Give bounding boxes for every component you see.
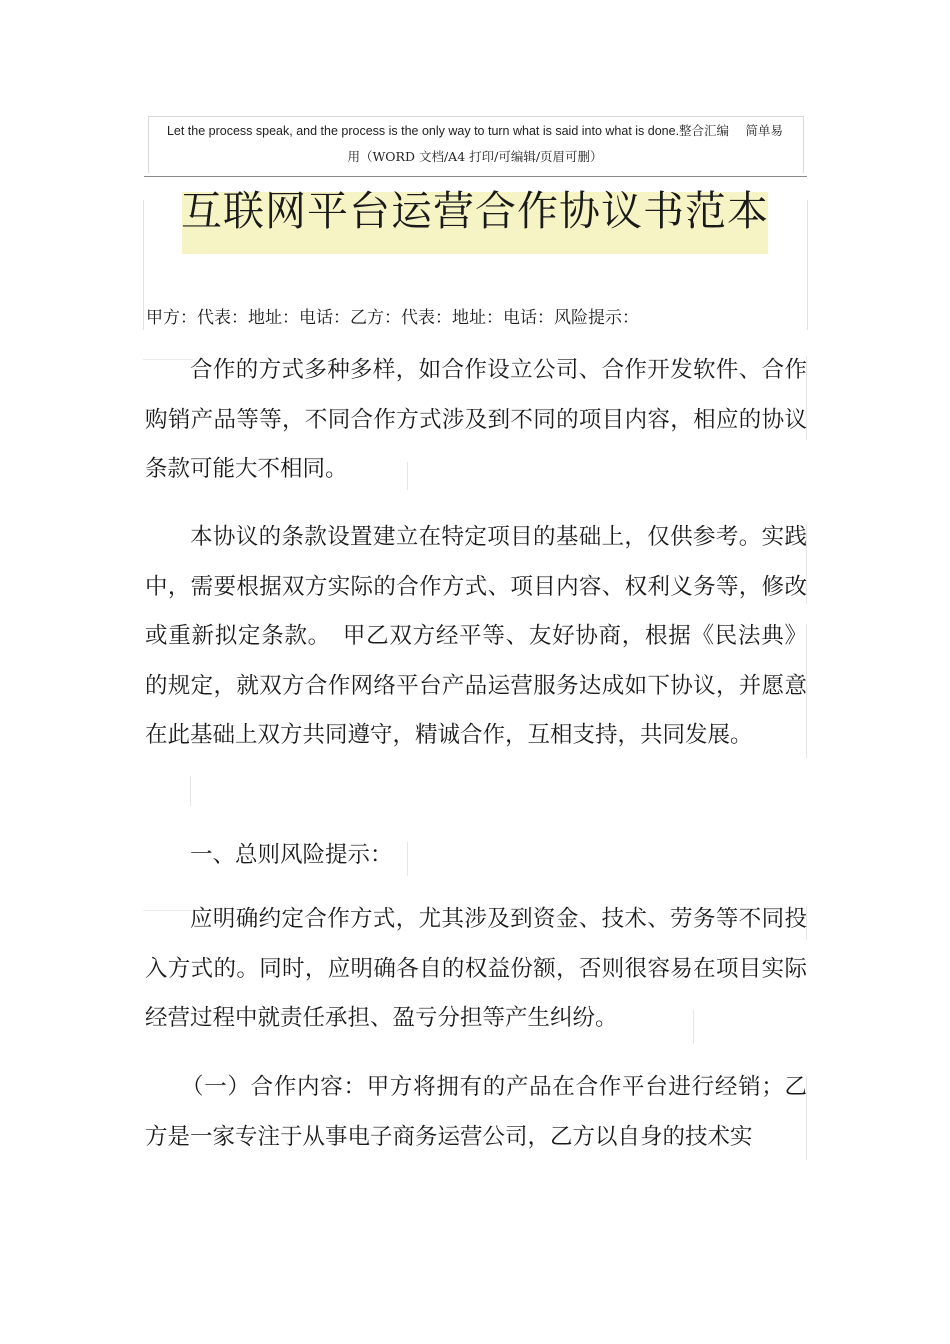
paragraph-text: （一）合作内容：甲方将拥有的产品在合作平台进行经销；乙方是一家专注于从事电子商务运营公司，乙方以自身的技术实 (145, 1074, 807, 1150)
paragraph-cooperation-methods (145, 346, 807, 495)
parties-line: 甲方：代表：地址：电话：乙方：代表：地址：电话：风险提示： (146, 308, 639, 328)
frame-mark (190, 776, 191, 806)
text-frame-right-edge (807, 200, 808, 330)
header-divider (144, 176, 807, 177)
paragraph-text: 本协议的条款设置建立在特定项目的基础上，仅供参考。实践中，需要根据双方实际的合作方式、项目内容、权利义务等，修改或重新拟定条款。 甲乙双方经平等、友好协商，根据《民法典》的规定，就双方合作网络平台产品运营服务达成如下协议，并愿意在此基础上双方共同遵守，精诚合作，互相支持，共同发展。 (145, 524, 807, 748)
header-suffix: 整合汇编 简单易 (679, 123, 784, 138)
header-motto: Let the process speak, and the process is the only way to turn what is said into what is done. (166, 124, 680, 138)
header-line-1 (144, 118, 806, 144)
paragraph-risk-note (145, 895, 807, 1044)
paragraph-cooperation-content (145, 1063, 807, 1162)
heading-text: 一、总则风险提示： (190, 842, 393, 868)
paragraph-text: 应明确约定合作方式，尤其涉及到资金、技术、劳务等不同投入方式的。同时，应明确各自的权益份额，否则很容易在项目实际经营过程中就责任承担、盈亏分担等产生纠纷。 (145, 906, 807, 1031)
header-line-2: 用（WORD 文档/A4 打印/可编辑/页眉可删） (347, 149, 603, 164)
section-heading-general (145, 831, 807, 881)
page-header (144, 118, 806, 170)
paragraph-agreement-basis (145, 513, 807, 761)
paragraph-text: 合作的方式多种多样，如合作设立公司、合作开发软件、合作购销产品等等，不同合作方式涉及到不同的项目内容，相应的协议条款可能大不相同。 (145, 357, 807, 482)
document-title: 互联网平台运营合作协议书范本 (181, 187, 769, 235)
